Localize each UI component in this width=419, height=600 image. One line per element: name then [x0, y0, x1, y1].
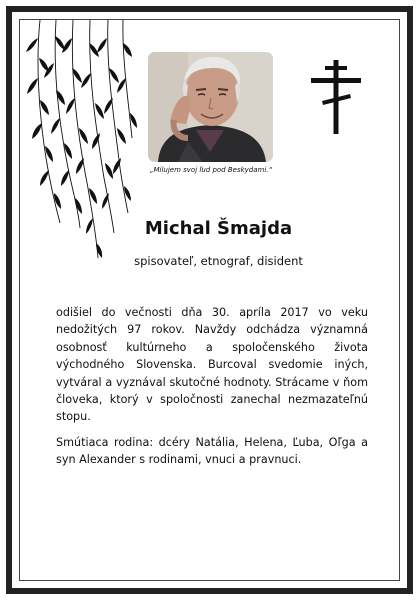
- obituary-text: odišiel do večnosti dňa 30. apríla 2017 vo veku nedožitých 97 rokov. Navždy odchádza významná osobnosť kultúrneho a spoločenského života východného Slovenska. Burcoval svedomie iných, vytváral a vyznával skutočné hodnoty. Strácame v ňom človeka, ktorý v spoločnosti zanechal nezmazateľnú stopu.: [56, 306, 368, 424]
- deceased-name: Michal Šmajda: [144, 218, 293, 239]
- deceased-occupation: spisovateľ, etnograf, disident: [134, 254, 303, 268]
- portrait-image: [148, 52, 273, 162]
- portrait-quote: „Milujem svoj ľud pod Beskydami.“: [149, 166, 273, 174]
- orthodox-cross-icon: [308, 56, 364, 136]
- portrait-photo: [148, 52, 273, 162]
- mourning-family-text: Smútiaca rodina: dcéry Natália, Helena, Ľuba, Oľga a syn Alexander s rodinami, vnuci a pravnuci.: [56, 436, 368, 467]
